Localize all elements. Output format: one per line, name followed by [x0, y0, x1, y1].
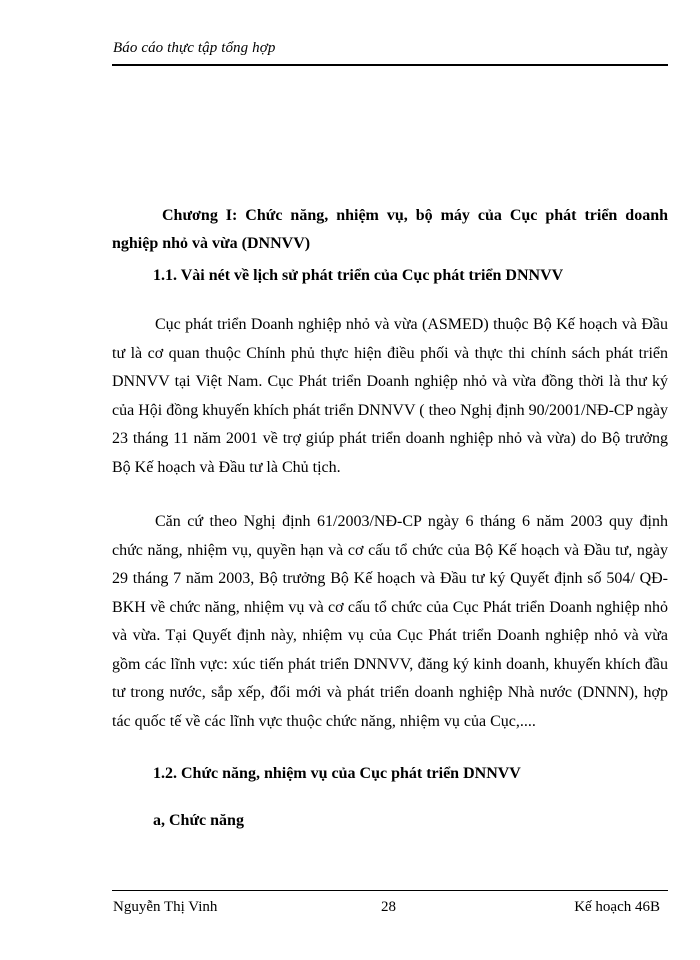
page-header-title: Báo cáo thực tập tổng hợp	[113, 40, 276, 56]
section-heading-1-2: 1.2. Chức năng, nhiệm vụ của Cục phát triển DNNVV	[153, 765, 521, 782]
section-heading-1-1: 1.1. Vài nét về lịch sử phát triển của Cục phát triển DNNVV	[153, 267, 564, 284]
footer-page-number: 28	[381, 899, 396, 915]
page-body	[112, 202, 668, 835]
header-divider	[112, 64, 668, 66]
footer-divider	[112, 890, 668, 891]
subsection-heading-a: a, Chức năng	[153, 812, 244, 829]
paragraph-1: Cục phát triển Doanh nghiệp nhỏ và vừa (ASMED) thuộc Bộ Kế hoạch và Đầu tư là cơ quan thuộc Chính phủ thực hiện điều phối và thực thi chính sách phát triển DNNVV tại Việt Nam. Cục Phát triển Doanh nghiệp nhỏ và vừa đồng thời là thư ký của Hội đồng khuyến khích phát triển DNNVV ( theo Nghị định 90/2001/NĐ-CP ngày 23 tháng 11 năm 2001 về trợ giúp phát triển doanh nghiệp nhỏ và vừa) do Bộ trưởng Bộ Kế hoạch và Đầu tư là Chủ tịch.	[112, 316, 668, 476]
footer-class: Kế hoạch 46B	[574, 899, 660, 915]
paragraph-2: Căn cứ theo Nghị định 61/2003/NĐ-CP ngày 6 tháng 6 năm 2003 quy định chức năng, nhiệm vụ, quyền hạn và cơ cấu tổ chức của Bộ Kế hoạch và Đầu tư, ngày 29 tháng 7 năm 2003, Bộ trưởng Bộ Kế hoạch và Đầu tư ký Quyết định số 504/ QĐ-BKH về chức năng, nhiệm vụ và cơ cấu tổ chức của Cục Phát triển Doanh nghiệp nhỏ và vừa. Tại Quyết định này, nhiệm vụ của Cục Phát triển Doanh nghiệp nhỏ và vừa gồm các lĩnh vực: xúc tiến phát triển DNNVV, đăng ký kinh doanh, khuyến khích đầu tư trong nước, sắp xếp, đổi mới và phát triển doanh nghiệp Nhà nước (DNNN), hợp tác quốc tế về các lĩnh vực thuộc chức năng, nhiệm vụ của Cục,....	[112, 513, 668, 730]
footer-author: Nguyễn Thị Vinh	[113, 899, 218, 915]
chapter-title: Chương I: Chức năng, nhiệm vụ, bộ máy của Cục phát triển doanh nghiệp nhỏ và vừa (DNNVV)	[112, 207, 668, 252]
